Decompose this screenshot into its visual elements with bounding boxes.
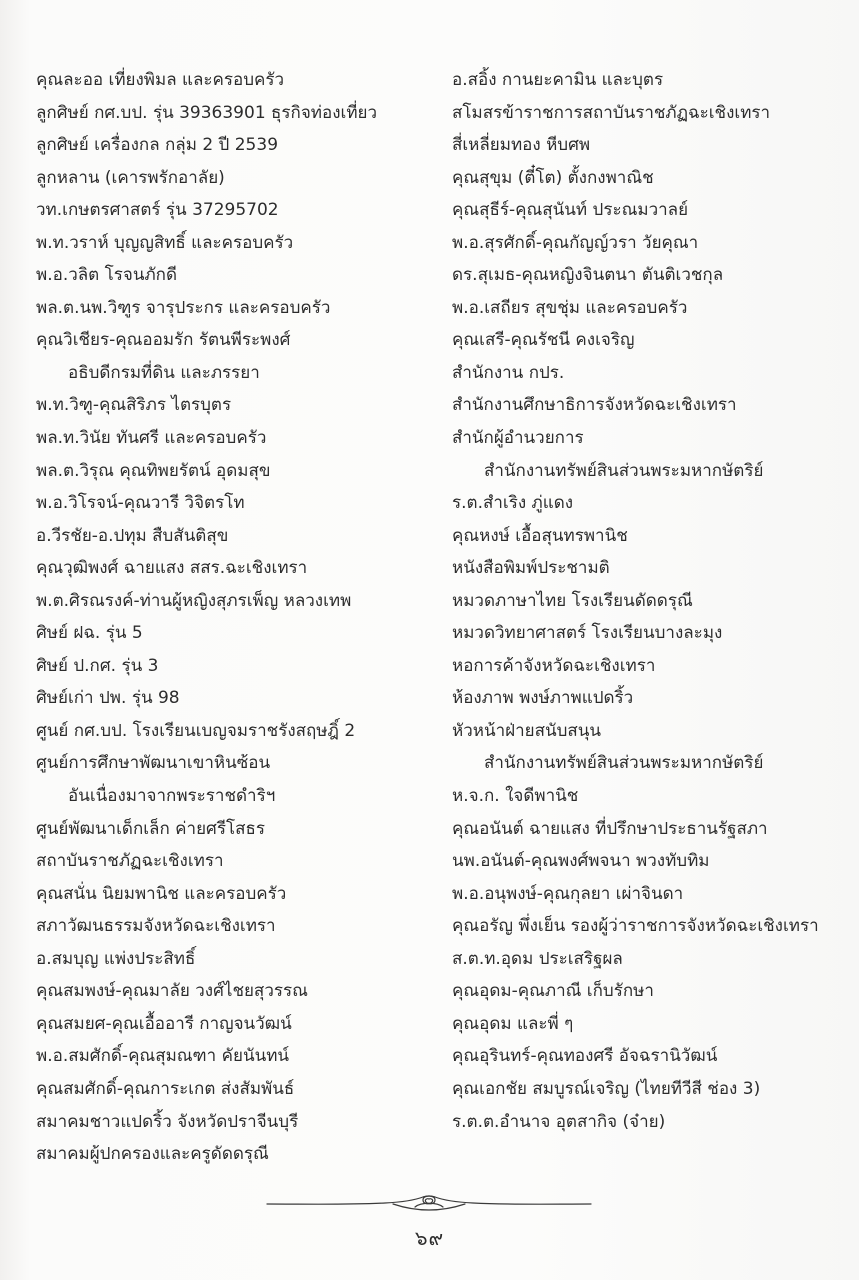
left-column-list-item: อ.วีรชัย-อ.ปทุม สืบสันติสุข <box>36 525 229 546</box>
left-column-list-item: ศิษย์ ป.กศ. รุ่น 3 <box>36 655 159 676</box>
right-column-list-item: คุณสุขุม (ตี๋โต) ตั้งกงพาณิช <box>452 167 654 188</box>
right-column-list-item: คุณเอกชัย สมบูรณ์เจริญ (ไทยทีวีสี ช่อง 3) <box>452 1078 761 1099</box>
right-column-list-item: ร.ต.ต.อำนาจ อุตสากิจ (จ๋าย) <box>452 1111 666 1132</box>
right-column-list-item: คุณสุธีร์-คุณสุนันท์ ประณมวาลย์ <box>452 200 689 221</box>
left-column-list-item: พ.อ.สมศักดิ์-คุณสุมณฑา คัยนันทน์ <box>36 1046 290 1067</box>
left-column-list-item: ลูกศิษย์ เครื่องกล กลุ่ม 2 ปี 2539 <box>36 135 279 156</box>
right-column-list-item: สำนักผู้อำนวยการ <box>452 428 584 449</box>
right-column-list-item: หมวดวิทยาศาสตร์ โรงเรียนบางละมุง <box>452 623 723 644</box>
left-column-list-item: พล.ต.นพ.วิฑูร จารุประกร และครอบครัว <box>36 297 331 318</box>
right-column-list-item: สำนักงาน กปร. <box>452 362 565 383</box>
right-column-list-item: นพ.อนันต์-คุณพงศ์พจนา พวงทับทิม <box>452 851 710 872</box>
left-column-list-item: ลูกศิษย์ กศ.บป. รุ่น 39363901 ธุรกิจท่องเที่ยว <box>36 102 378 123</box>
right-column-list-item: ดร.สุเมธ-คุณหญิงจินตนา ตันติเวชกุล <box>452 265 724 286</box>
right-column-list-item: พ.อ.อนุพงษ์-คุณกุลยา เผ่าจินดา <box>452 883 684 904</box>
left-column-list-item: คุณวุฒิพงศ์ ฉายแสง สสร.ฉะเชิงเทรา <box>36 558 308 579</box>
right-column-list-item: คุณหงษ์ เอื้อสุนทรพานิช <box>452 525 628 546</box>
right-column-list-item: สำนักงานทรัพย์สินส่วนพระมหากษัตริย์ <box>484 460 764 481</box>
left-column-list-item: สมาคมผู้ปกครองและครูดัดดรุณี <box>36 1144 269 1165</box>
right-column-list-item: คุณเสรี-คุณรัชนี คงเจริญ <box>452 330 635 351</box>
left-column-list-item: อ.สมบุญ แพ่งประสิทธิ์ <box>36 948 196 969</box>
left-column-list-item: พ.อ.วลิต โรจนภักดี <box>36 265 178 286</box>
right-column-list-item: คุณอรัญ พึ่งเย็น รองผู้ว่าราชการจังหวัดฉะเชิงเทรา <box>452 916 819 937</box>
right-column-list-item: หอการค้าจังหวัดฉะเชิงเทรา <box>452 655 656 676</box>
left-column-list-item: ศูนย์การศึกษาพัฒนาเขาหินซ้อน <box>36 753 271 774</box>
flourish-divider-icon <box>265 1188 593 1218</box>
left-column-list-item: คุณละออ เที่ยงพิมล และครอบครัว <box>36 70 285 90</box>
left-column-list-item: ศิษย์เก่า ปพ. รุ่น 98 <box>36 688 180 709</box>
left-column-list-item: ศิษย์ ฝฉ. รุ่น 5 <box>36 623 143 644</box>
left-column-list-item: สถาบันราชภัฏฉะเชิงเทรา <box>36 851 224 872</box>
right-column-list-item: พ.อ.สุรศักดิ์-คุณกัญญ์วรา วัยคุณา <box>452 232 699 253</box>
right-column <box>452 64 852 1138</box>
left-column-list-item: อธิบดีกรมที่ดิน และภรรยา <box>68 362 260 383</box>
left-column-list-item: ศูนย์พัฒนาเด็กเล็ก ค่ายศรีโสธร <box>36 818 265 839</box>
left-column-list-item: พ.ท.วิฑู-คุณสิริภร ไตรบุตร <box>36 395 232 416</box>
left-column-list-item: สภาวัฒนธรรมจังหวัดฉะเชิงเทรา <box>36 916 276 937</box>
right-column-list-item: อ.สอิ้ง กานยะคามิน และบุตร <box>452 70 664 90</box>
right-column-list-item: หนังสือพิมพ์ประชามติ <box>452 558 610 579</box>
left-column-list-item: คุณสนั่น นิยมพานิช และครอบครัว <box>36 883 287 904</box>
left-column-list-item: คุณสมยศ-คุณเอื้ออารี กาญจนวัฒน์ <box>36 1013 292 1034</box>
right-column-list-item: สำนักงานทรัพย์สินส่วนพระมหากษัตริย์ <box>484 753 764 774</box>
right-column-list-item: คุณอุรินทร์-คุณทองศรี อัจฉรานิวัฒน์ <box>452 1046 718 1067</box>
right-column-list-item: คุณอุดม และพี่ ๆ <box>452 1013 574 1034</box>
left-column-list-item: สมาคมชาวแปดริ้ว จังหวัดปราจีนบุรี <box>36 1111 299 1132</box>
left-column-list-item: พล.ต.วิรุณ คุณทิพยรัตน์ อุดมสุข <box>36 460 271 481</box>
left-column <box>36 64 436 1171</box>
left-column-list-item: พ.อ.วิโรจน์-คุณวารี วิจิตรโท <box>36 493 245 514</box>
right-column-list-item: สำนักงานศึกษาธิการจังหวัดฉะเชิงเทรา <box>452 395 737 416</box>
right-column-list-item: ร.ต.สำเริง ภู่แดง <box>452 493 574 514</box>
right-column-list-item: คุณอุดม-คุณภาณี เก็บรักษา <box>452 981 654 1002</box>
right-column-list-item: ห.จ.ก. ใจดีพานิช <box>452 786 579 807</box>
left-column-list-item: คุณสมพงษ์-คุณมาลัย วงศ์ไชยสุวรรณ <box>36 981 308 1002</box>
left-column-list-item: วท.เกษตรศาสตร์ รุ่น 37295702 <box>36 200 279 221</box>
left-column-list-item: คุณวิเชียร-คุณออมรัก รัตนพีระพงศ์ <box>36 330 291 351</box>
left-column-list-item: พ.ท.วราห์ บุญญสิทธิ์ และครอบครัว <box>36 232 294 253</box>
page-number: ๖๙ <box>414 1226 445 1250</box>
right-column-list-item: สโมสรข้าราชการสถาบันราชภัฏฉะเชิงเทรา <box>452 102 771 123</box>
right-column-list-item: หมวดภาษาไทย โรงเรียนดัดดรุณี <box>452 590 693 611</box>
right-column-list-item: ห้องภาพ พงษ์ภาพแปดริ้ว <box>452 688 634 709</box>
right-column-list-item: ส.ต.ท.อุดม ประเสริฐผล <box>452 948 623 969</box>
right-column-list-item: คุณอนันต์ ฉายแสง ที่ปรึกษาประธานรัฐสภา <box>452 818 768 839</box>
right-column-list-item: พ.อ.เสถียร สุขชุ่ม และครอบครัว <box>452 297 688 318</box>
left-column-list-item: พล.ท.วินัย ทันศรี และครอบครัว <box>36 428 267 449</box>
left-column-list-item: คุณสมศักดิ์-คุณการะเกต ส่งสัมพันธ์ <box>36 1078 295 1099</box>
left-column-list-item: ลูกหลาน (เคารพรักอาลัย) <box>36 167 225 188</box>
left-column-list-item: อันเนื่องมาจากพระราชดำริฯ <box>68 786 276 807</box>
left-column-list-item: พ.ต.ศิรณรงค์-ท่านผู้หญิงสุภรเพ็ญ หลวงเทพ <box>36 590 352 611</box>
right-column-list-item: สี่เหลี่ยมทอง หีบศพ <box>452 135 591 156</box>
left-column-list-item: ศูนย์ กศ.บป. โรงเรียนเบญจมราชรังสฤษฎิ์ 2 <box>36 720 356 741</box>
right-column-list-item: หัวหน้าฝ่ายสนับสนุน <box>452 720 601 741</box>
